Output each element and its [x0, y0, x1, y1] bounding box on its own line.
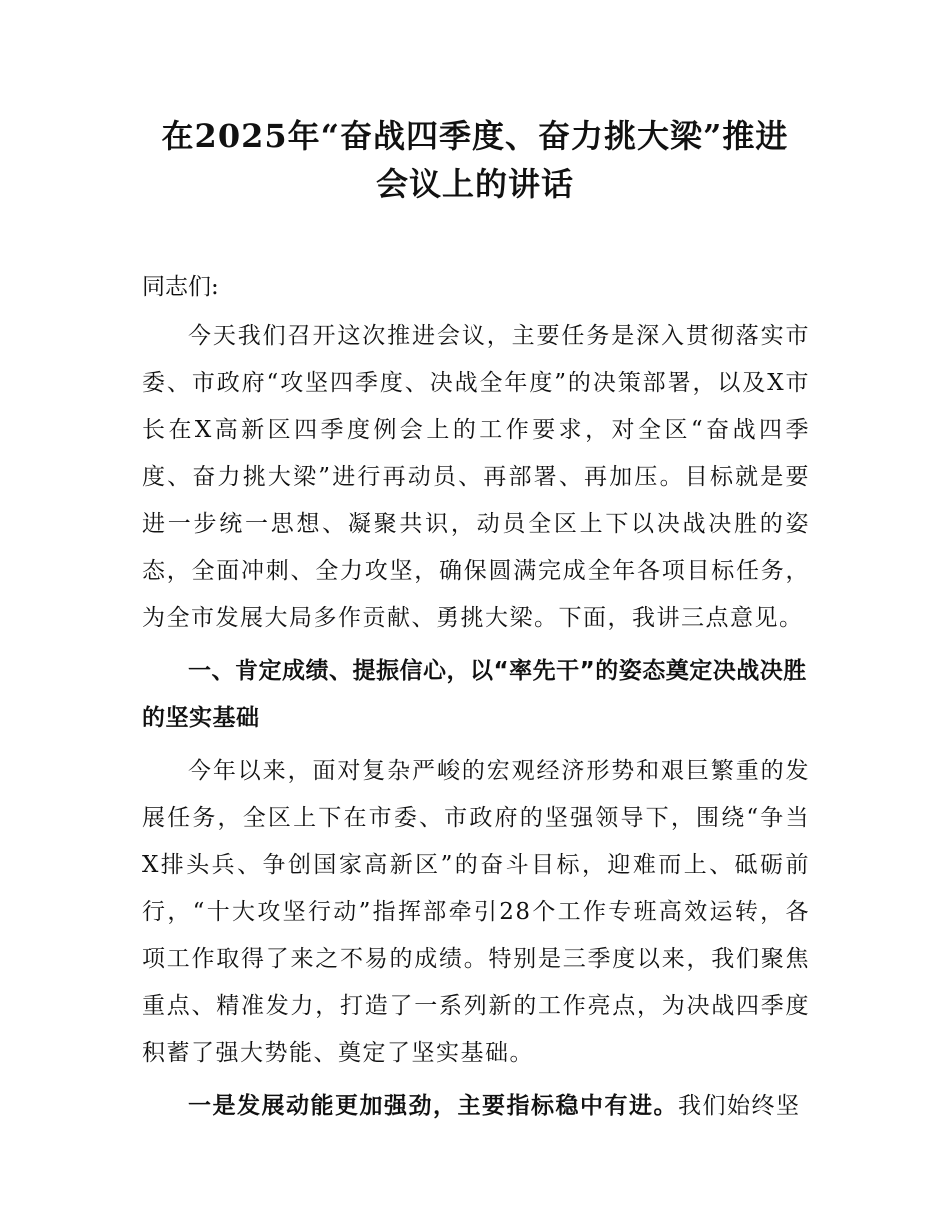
title-line-2: 会议上的讲话	[375, 165, 574, 203]
section-1-heading: 一、肯定成绩、提振信心，以“率先干”的姿态奠定决战决胜的坚实基础	[142, 658, 807, 731]
document-body	[142, 264, 810, 1136]
salutation: 同志们:	[142, 274, 219, 300]
document-title	[120, 112, 830, 208]
point-1-text: 我们始终坚	[678, 1093, 801, 1119]
point-1-lead: 一是发展动能更加强劲，主要指标稳中有进。	[188, 1093, 678, 1119]
point-1-paragraph	[142, 1083, 810, 1130]
title-line-1: 在2025年“奋战四季度、奋力挑大梁”推进	[161, 117, 789, 155]
section-1-paragraph: 今年以来，面对复杂严峻的宏观经济形势和艰巨繁重的发展任务，全区上下在市委、市政府的坚强领导下，围绕“争当X排头兵、争创国家高新区”的奋斗目标，迎难而上、砥砺前行，“十大攻坚行动”指挥部牵引28个工作专班高效运转，各项工作取得了来之不易的成绩。特别是三季度以来，我们聚焦重点、精准发力，打造了一系列新的工作亮点，为决战四季度积蓄了强大势能、奠定了坚实基础。	[142, 758, 810, 1066]
intro-paragraph: 今天我们召开这次推进会议，主要任务是深入贯彻落实市委、市政府“攻坚四季度、决战全年度”的决策部署，以及X市长在X高新区四季度例会上的工作要求，对全区“奋战四季度、奋力挑大梁”进行再动员、再部署、再加压。目标就是要进一步统一思想、凝聚共识，动员全区上下以决战决胜的姿态，全面冲刺、全力攻坚，确保圆满完成全年各项目标任务，为全市发展大局多作贡献、勇挑大梁。下面，我讲三点意见。	[142, 323, 810, 631]
